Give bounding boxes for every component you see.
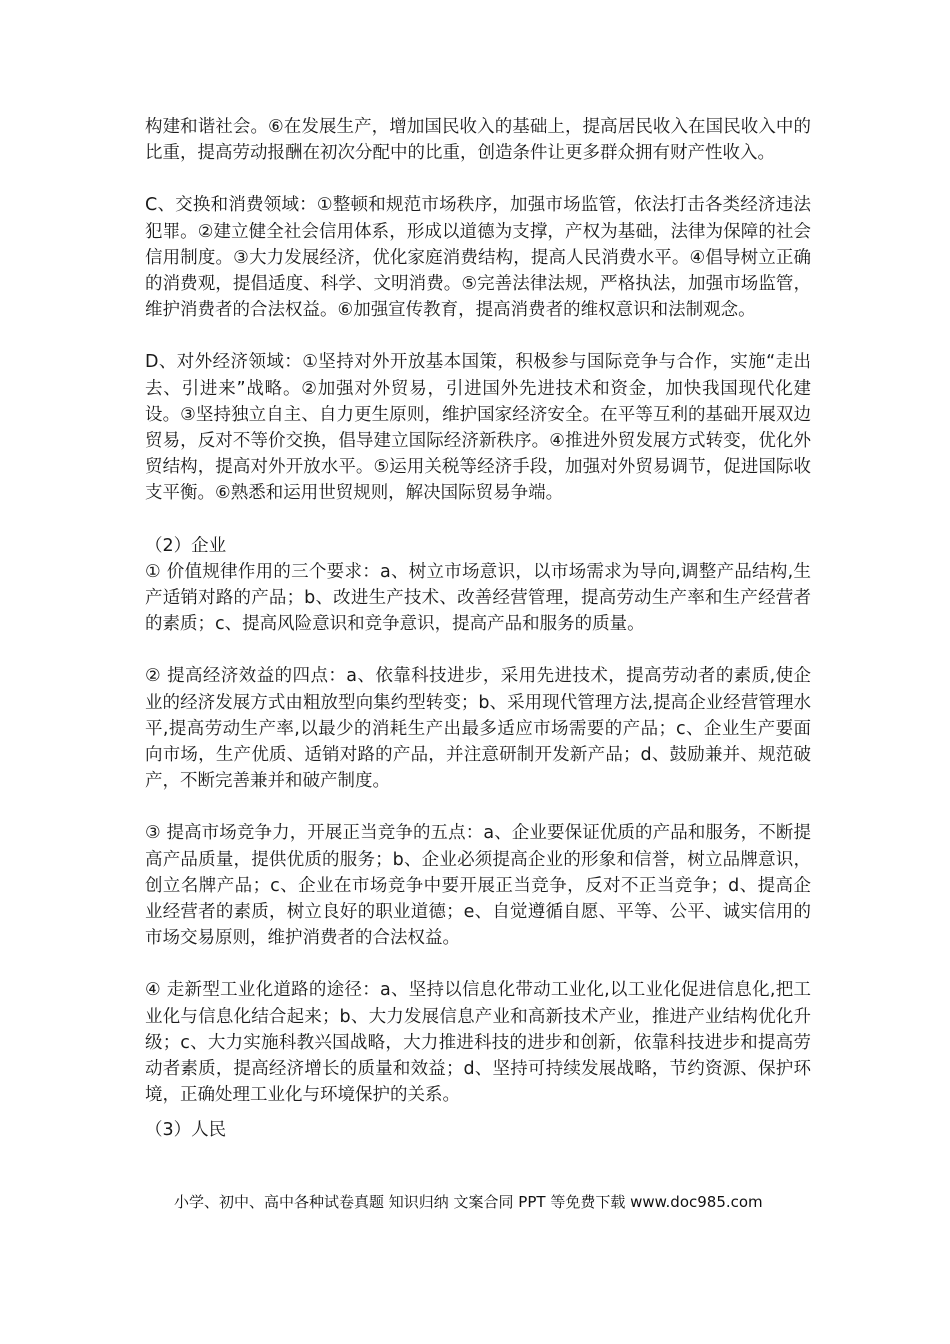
paragraph-value-law: ① 价值规律作用的三个要求：a、树立市场意识，以市场需求为导向,调整产品结构,生产适销对路的产品；b、改进生产技术、改善经营管理，提高劳动生产率和生产经营者的素质；c、提高风险意识和竞争意识，提高产品和服务的质量。 [145, 561, 811, 635]
paragraph-gap [145, 637, 811, 663]
page-footer: 小学、初中、高中各种试卷真题 知识归纳 文案合同 PPT 等免费下载 www.doc985.com [174, 1193, 763, 1211]
paragraph-gap [145, 794, 811, 820]
section-heading-people: （3）人民 [145, 1119, 227, 1140]
paragraph-foreign-economy: D、对外经济领域：①坚持对外开放基本国策，积极参与国际竞争与合作，实施“走出去、引进来”战略。②加强对外贸易，引进国外先进技术和资金，加快我国现代化建设。③坚持独立自主、自力更生原则，维护国家经济安全。在平等互利的基础开展双边贸易，反对不等价交换，倡导建立国际经济新秩序。④推进外贸发展方式转变，优化外贸结构，提高对外开放水平。⑤运用关税等经济手段，加强对外贸易调节，促进国际收支平衡。⑥熟悉和运用世贸规则，解决国际贸易争端。 [145, 352, 811, 504]
paragraph-industrialization: ④ 走新型工业化道路的途径：a、坚持以信息化带动工业化,以工业化促进信息化,把工业化与信息化结合起来；b、大力发展信息产业和高新技术产业，推进产业结构优化升级；c、大力实施科教兴国战略，大力推进科技的进步和创新，依靠科技进步和提高劳动者素质，提高经济增长的质量和效益；d、坚持可持续发展战略，节约资源、保护环境，正确处理工业化与环境保护的关系。 [145, 980, 811, 1106]
section-heading-enterprise: （2）企业 [145, 535, 227, 556]
paragraph-harmonious-society: 构建和谐社会。⑥在发展生产，增加国民收入的基础上，提高居民收入在国民收入中的比重，提高劳动报酬在初次分配中的比重，创造条件让更多群众拥有财产性收入。 [145, 117, 811, 164]
paragraph-gap [145, 1109, 811, 1117]
paragraph-gap [145, 951, 811, 977]
paragraph-market-competition: ③ 提高市场竞争力，开展正当竞争的五点：a、企业要保证优质的产品和服务，不断提高产品质量，提供优质的服务；b、企业必须提高企业的形象和信誉，树立品牌意识，创立名牌产品；c、企业在市场竞争中要开展正当竞争，反对不正当竞争；d、提高企业经营者的素质，树立良好的职业道德；e、自觉遵循自愿、平等、公平、诚实信用的市场交易原则，维护消费者的合法权益。 [145, 823, 811, 949]
document-body [145, 114, 811, 1143]
paragraph-gap [145, 323, 811, 349]
paragraph-gap [145, 166, 811, 192]
paragraph-gap [145, 507, 811, 533]
paragraph-exchange-consumption: C、交换和消费领域：①整顿和规范市场秩序，加强市场监管，依法打击各类经济违法犯罪。②建立健全社会信用体系，形成以道德为支撑，产权为基础，法律为保障的社会信用制度。③大力发展经济，优化家庭消费结构，提高人民消费水平。④倡导树立正确的消费观，提倡适度、科学、文明消费。⑤完善法律法规，严格执法，加强市场监管，维护消费者的合法权益。⑥加强宣传教育，提高消费者的维权意识和法制观念。 [145, 195, 811, 321]
paragraph-economic-efficiency: ② 提高经济效益的四点：a、依靠科技进步，采用先进技术，提高劳动者的素质,使企业的经济发展方式由粗放型向集约型转变；b、采用现代管理方法,提高企业经营管理水平,提高劳动生产率,以最少的消耗生产出最多适应市场需要的产品；c、企业生产要面向市场，生产优质、适销对路的产品，并注意研制开发新产品；d、鼓励兼并、规范破产，不断完善兼并和破产制度。 [145, 666, 811, 792]
